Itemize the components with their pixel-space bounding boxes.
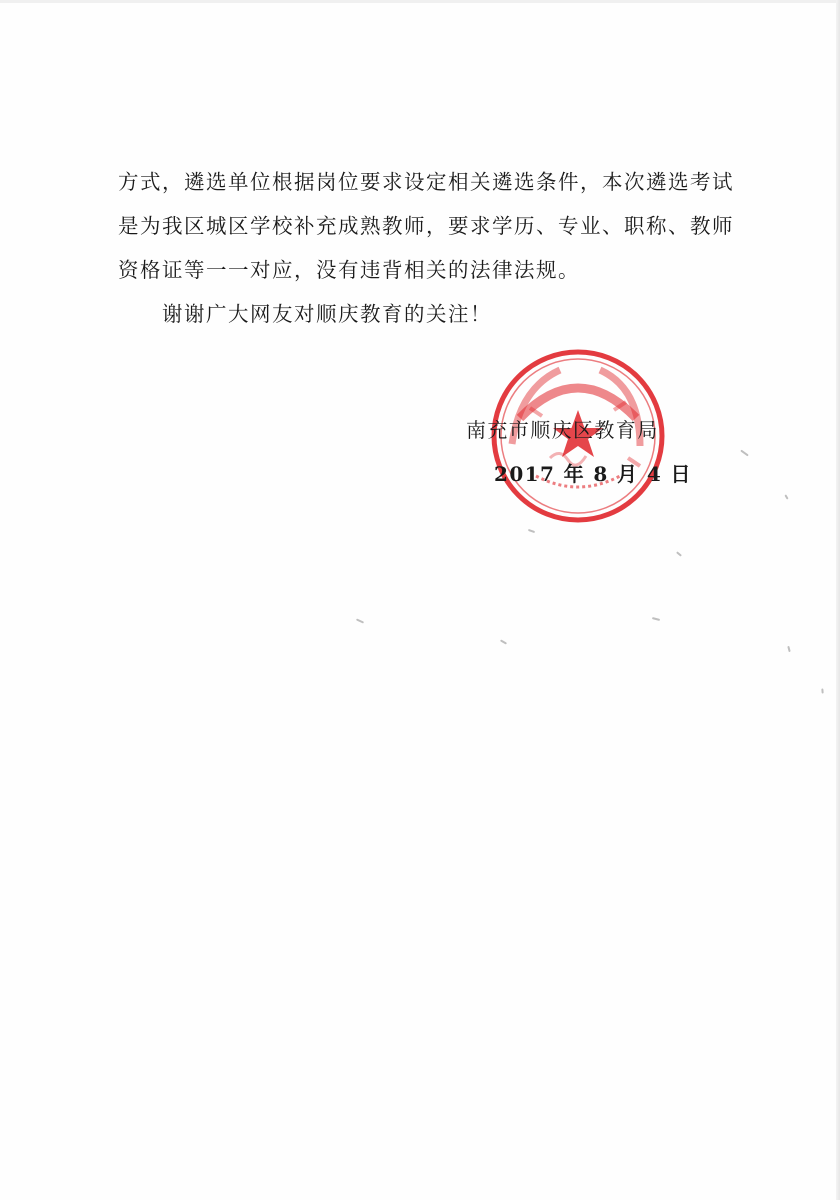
issue-date: 2017 年 8 月 4 日	[494, 462, 692, 486]
signature-block	[466, 408, 696, 496]
paragraph-line-3: 资格证等一一对应，没有违背相关的法律法规。	[118, 258, 580, 282]
issuing-organization: 南充市顺庆区教育局	[466, 418, 659, 442]
scan-artifact	[784, 494, 788, 499]
scan-artifact	[500, 639, 507, 644]
paragraph-line-1: 方式，遴选单位根据岗位要求设定相关遴选条件，本次遴选考试	[118, 170, 734, 194]
scan-artifact	[740, 450, 749, 457]
scan-artifact	[787, 646, 790, 652]
closing-paragraph: 谢谢广大网友对顺庆教育的关注！	[162, 302, 492, 326]
scan-artifact	[676, 551, 682, 556]
scan-edge-right	[836, 0, 840, 1200]
scan-artifact	[652, 617, 660, 621]
scan-edge-top	[0, 0, 840, 3]
paragraph-line-2: 是为我区城区学校补充成熟教师，要求学历、专业、职称、教师	[118, 214, 734, 238]
document-body	[118, 160, 758, 336]
scan-artifact	[821, 688, 823, 693]
scan-artifact	[528, 529, 535, 533]
scan-artifact	[356, 618, 364, 623]
